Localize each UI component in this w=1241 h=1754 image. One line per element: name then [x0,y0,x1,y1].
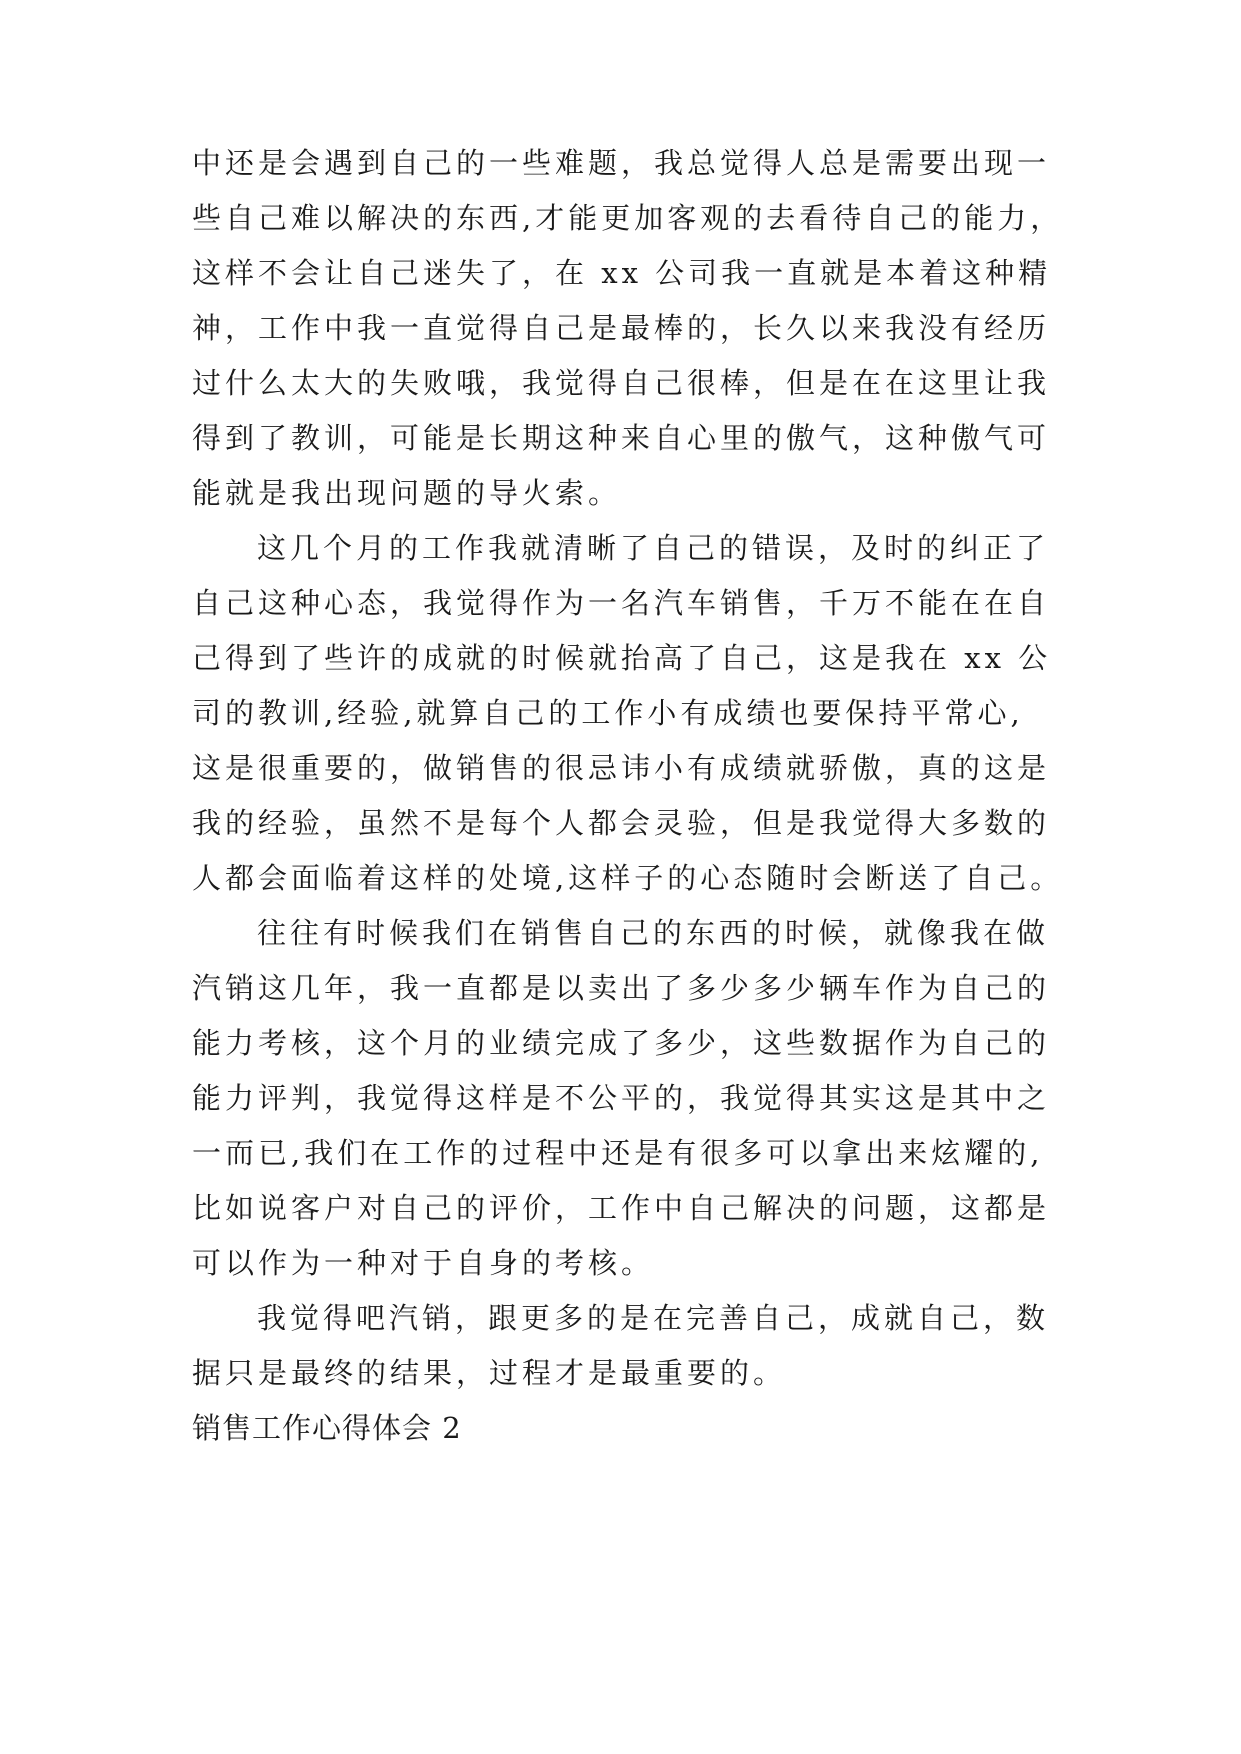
paragraph-4-line-1: 我觉得吧汽销，跟更多的是在完善自己，成就自己，数 [257,1301,1050,1335]
paragraph-1-line-4: 神，工作中我一直觉得自己是最棒的，长久以来我没有经历 [192,311,1051,345]
paragraph-1-line-3: 这样不会让自己迷失了，在 xx 公司我一直就是本着这种精 [192,256,1052,290]
paragraph-3-line-2: 汽销这几年，我一直都是以卖出了多少多少辆车作为自己的 [192,971,1051,1005]
paragraph-1-line-5: 过什么太大的失败哦，我觉得自己很棒，但是在在这里让我 [192,366,1051,400]
section-heading: 销售工作心得体会 2 [192,1411,462,1445]
paragraph-1-line-2: 些自己难以解决的东西,才能更加客观的去看待自己的能力， [192,201,1064,235]
paragraph-2-line-6: 我的经验，虽然不是每个人都会灵验，但是我觉得大多数的 [192,806,1051,840]
paragraph-1-line-6: 得到了教训，可能是长期这种来自心里的傲气，这种傲气可 [192,421,1051,455]
paragraph-4-line-2: 据只是最终的结果，过程才是最重要的。 [192,1356,787,1390]
paragraph-3-line-7: 可以作为一种对于自身的考核。 [192,1246,655,1280]
paragraph-3-line-5: 一而已,我们在工作的过程中还是有很多可以拿出来炫耀的, [192,1136,1044,1170]
paragraph-3-line-1: 往往有时候我们在销售自己的东西的时候，就像我在做 [257,916,1050,950]
paragraph-2-line-4: 司的教训,经验,就算自己的工作小有成绩也要保持平常心, [192,696,1024,730]
paragraph-2-line-1: 这几个月的工作我就清晰了自己的错误，及时的纠正了 [257,531,1050,565]
paragraph-3-line-3: 能力考核，这个月的业绩完成了多少，这些数据作为自己的 [192,1026,1051,1060]
paragraph-3-line-6: 比如说客户对自己的评价，工作中自己解决的问题，这都是 [192,1191,1051,1225]
paragraph-1-line-1: 中还是会遇到自己的一些难题，我总觉得人总是需要出现一 [192,146,1051,180]
paragraph-1-line-7: 能就是我出现问题的导火索。 [192,476,622,510]
paragraph-2-line-7: 人都会面临着这样的处境,这样子的心态随时会断送了自己。 [192,861,1064,895]
paragraph-2-line-2: 自己这种心态，我觉得作为一名汽车销售，千万不能在在自 [192,586,1051,620]
paragraph-2-line-5: 这是很重要的，做销售的很忌讳小有成绩就骄傲，真的这是 [192,751,1051,785]
paragraph-2-line-3: 己得到了些许的成就的时候就抬高了自己，这是我在 xx 公 [192,641,1052,675]
paragraph-3-line-4: 能力评判，我觉得这样是不公平的，我觉得其实这是其中之 [192,1081,1051,1115]
